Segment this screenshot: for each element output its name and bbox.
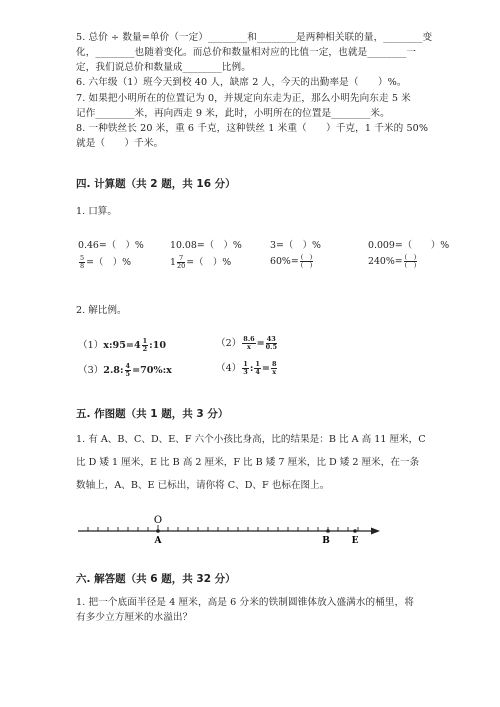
section4-title: 四. 计算题（共 2 题，共 16 分） (76, 178, 236, 190)
proportion-text: x:95=4 (103, 340, 141, 351)
mixed-whole: 1 (170, 257, 176, 268)
fraction-denominator: x (272, 368, 277, 376)
fraction-denominator: 5 (125, 370, 131, 378)
blank-fraction (300, 254, 314, 269)
q8-line1: 8. 一种铁丝长 20 米，重 6 千克，这种铁丝 1 米重（ ）千克，1 千米的 50% (76, 123, 429, 134)
calc-item-7 (270, 254, 314, 269)
number-line-arrow (371, 528, 380, 535)
calc-item-8-text: 240%= (368, 256, 403, 267)
point-e-dot (353, 529, 357, 533)
point-b-dot (326, 529, 330, 533)
blank-fraction (404, 254, 418, 269)
proportion-label: （1） (78, 340, 104, 351)
fraction-denominator: 20 (176, 262, 186, 270)
point-a-dot (156, 529, 160, 533)
fraction-left (242, 336, 255, 351)
calc-item-1: 0.46=（ ）% (78, 240, 144, 251)
fraction-numerator: 43 (266, 335, 276, 343)
proportion-label: （3） (78, 365, 104, 376)
colon: : (249, 363, 254, 374)
q5-line1: 5. 总价 ÷ 数量=单价（一定）________和________是两种相关联的量，________变 (76, 32, 433, 43)
proportion-2 (216, 335, 278, 351)
q7-line1: 7. 如果把小明所在的位置记为 0，并规定向东走为正，那么小明先向东走 5 米 (76, 93, 411, 104)
fraction-denominator: 3 (243, 368, 248, 376)
fraction-numerator: 8.6 (243, 335, 255, 343)
section6-title: 六. 解答题（共 6 题，共 32 分） (76, 573, 236, 585)
oral-calc-heading: 1. 口算。 (76, 206, 117, 217)
height-problem-text: 1. 有 A、B、C、D、E、F 六个小孩比身高，比的结果是：B 比 A 高 11 厘米，C 比 D 矮 1 厘米，E 比 B 高 2 厘米，F 比 B 矮 7 厘米，比 D 矮 2 厘米，在一条数轴上，A、B、E 已标出，请你将 C、D、F 也标在图上。 (76, 434, 426, 491)
proportion-text: :10 (149, 340, 167, 351)
fraction-seven-twentieths (177, 255, 185, 270)
calc-item-6 (170, 254, 231, 270)
fraction-numerator: 1 (142, 337, 148, 345)
q5-line3: 定，我们说总价和数量成________比例。 (76, 62, 251, 73)
calc-item-2: 10.08=（ ）% (170, 240, 242, 251)
proportion-3 (78, 362, 172, 378)
proportion-text: =70%:x (132, 365, 172, 376)
q5-line2: 化，________也随着变化。而总价和数量相对应的比值一定，也就是________一 (76, 47, 417, 58)
number-line (0, 510, 500, 550)
fraction-right (266, 336, 277, 351)
number-line-ticks (88, 525, 358, 531)
fraction-third (242, 361, 249, 376)
fraction-denominator: 0.5 (265, 343, 277, 351)
fraction-denominator: ( ) (300, 261, 313, 269)
point-a-label: A (154, 536, 162, 546)
equals-sign: = (256, 338, 265, 349)
fraction-numerator: 1 (243, 360, 248, 368)
proportion-4 (216, 360, 278, 376)
calc-item-4: 0.009=（ ）% (368, 240, 450, 251)
fraction-numerator: 1 (255, 360, 260, 368)
q6-line: 6. 六年级（1）班今天到校 40 人，缺席 2 人，今天的出勤率是（ ）%。 (76, 77, 407, 88)
proportion-text: 2.8: (103, 365, 124, 376)
proportion-1 (78, 337, 166, 353)
solve-proportion-heading: 2. 解比例。 (76, 305, 127, 316)
origin-label: O (153, 515, 163, 526)
fraction-denominator: 8 (80, 262, 85, 270)
fraction-numerator: 4 (125, 362, 131, 370)
fraction-denominator: 4 (255, 368, 260, 376)
fraction-numerator: ( ) (300, 253, 313, 261)
cone-problem-line1: 1. 把一个底面半径是 4 厘米，高是 6 分米的铁制圆锥体放入盛满水的桶里，将 (76, 597, 415, 608)
fraction-numerator: 5 (80, 254, 85, 262)
fraction-four-fifths (125, 363, 132, 378)
cone-problem-line2: 有多少立方厘米的水溢出？ (76, 612, 193, 623)
proportion-label: （2） (216, 338, 242, 349)
calc-item-6-tail: =（ ）% (186, 257, 232, 268)
fraction-eight-over-x (271, 361, 278, 376)
calc-item-8 (368, 254, 418, 269)
fraction-denominator: ( ) (404, 261, 417, 269)
equals-sign: = (261, 363, 270, 374)
calc-item-5-tail: =（ ）% (86, 257, 132, 268)
point-e-label: E (351, 536, 359, 546)
q7-line2: 记作________米，再向西走 9 米，此时，小明所在的位置是________米。 (76, 108, 390, 119)
fraction-denominator: 2 (142, 345, 148, 353)
calc-item-5 (78, 254, 131, 270)
section5-title: 五. 作图题（共 1 题，共 3 分） (76, 408, 229, 420)
fraction-numerator: ( ) (404, 253, 417, 261)
fraction-half (142, 338, 149, 353)
fraction-five-eighths (79, 255, 85, 270)
proportion-label: （4） (216, 363, 242, 374)
fraction-numerator: 8 (271, 360, 277, 368)
fraction-denominator: x (247, 343, 251, 351)
fraction-numerator: 7 (177, 255, 185, 263)
point-b-label: B (322, 536, 330, 546)
fraction-quarter (254, 361, 261, 376)
q8-line2: 就是（ ）千米。 (76, 138, 164, 149)
calc-item-3: 3=（ ）% (270, 240, 321, 251)
calc-item-7-text: 60%= (270, 256, 299, 267)
